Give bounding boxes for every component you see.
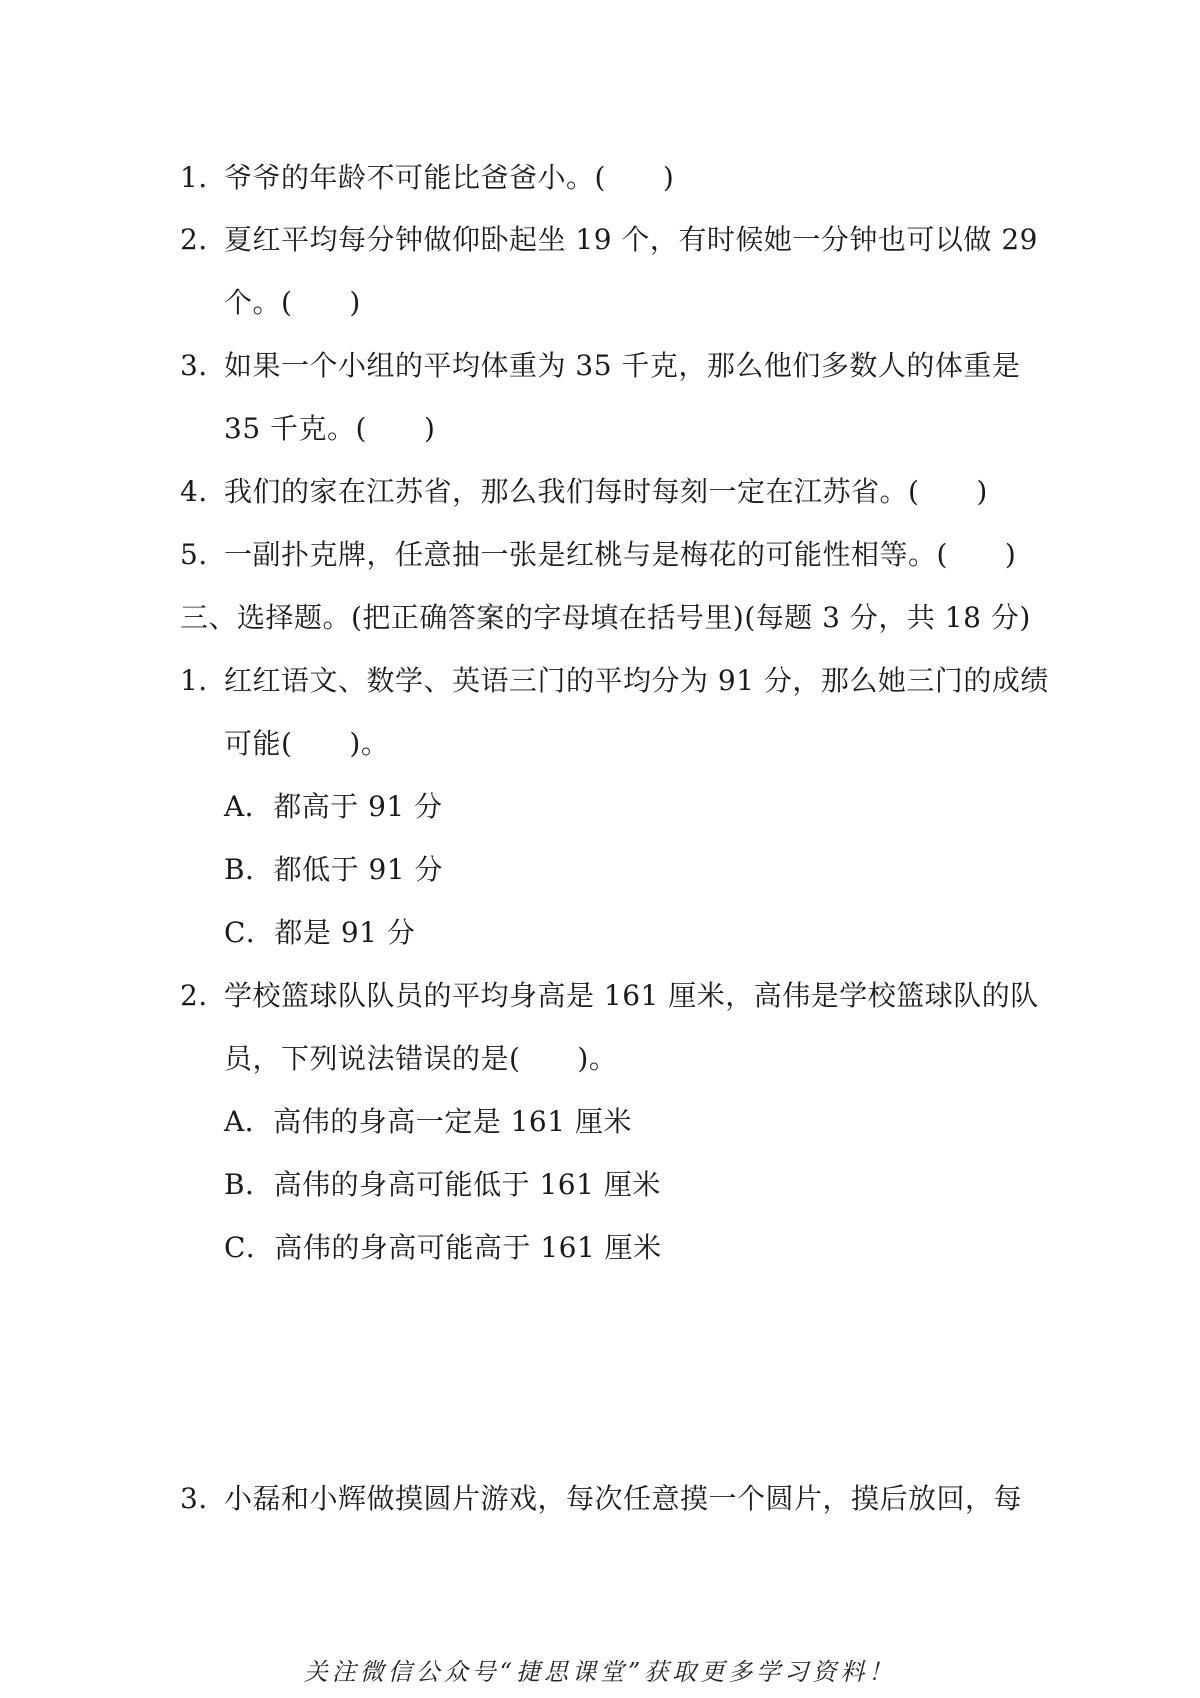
tf-item-4: [180, 472, 988, 512]
tf-item-2: [180, 220, 1038, 260]
mc-item-2: [180, 976, 1039, 1016]
option-b: B．都低于 91 分: [224, 853, 444, 886]
item-number: 2．: [180, 979, 227, 1012]
item-text: 一副扑克牌，任意抽一张是红桃与是梅花的可能性相等。( ): [224, 538, 1017, 571]
tf-item-5: [180, 535, 1016, 575]
item-text: 个。( ): [224, 286, 361, 319]
item-text: 爷爷的年龄不可能比爸爸小。( ): [224, 161, 675, 194]
option-a: A．高伟的身高一定是 161 厘米: [224, 1105, 632, 1138]
option-c: C．高伟的身高可能高于 161 厘米: [224, 1231, 662, 1264]
item-number: 3．: [180, 349, 227, 382]
tf-item-1: [180, 158, 674, 198]
tf-item-3-continued: [224, 409, 435, 449]
item-text: 可能( )。: [224, 727, 390, 760]
mc-item-1-continued: [224, 724, 389, 764]
item-number: 2．: [180, 223, 227, 256]
item-number: 5．: [180, 538, 227, 571]
item-text: 员，下列说法错误的是( )。: [224, 1042, 618, 1075]
option-b: B．高伟的身高可能低于 161 厘米: [224, 1168, 661, 1201]
item-text: 学校篮球队队员的平均身高是 161 厘米，高伟是学校篮球队的队: [224, 979, 1039, 1012]
footer-note: 关注微信公众号“捷思课堂”获取更多学习资料！: [303, 1658, 897, 1686]
mc-item-2-continued: [224, 1039, 617, 1079]
item-text: 如果一个小组的平均体重为 35 千克，那么他们多数人的体重是: [224, 349, 1021, 382]
mc-item-1: [180, 661, 1049, 701]
item-number: 1．: [180, 664, 227, 697]
tf-item-2-continued: [224, 283, 361, 323]
section-heading: 三、选择题。(把正确答案的字母填在括号里)(每题 3 分，共 18 分): [180, 601, 1031, 634]
mc-item-3: [180, 1479, 1022, 1519]
item-number: 1．: [180, 161, 227, 194]
item-text: 小磊和小辉做摸圆片游戏，每次任意摸一个圆片，摸后放回，每: [224, 1482, 1023, 1515]
item-text: 红红语文、数学、英语三门的平均分为 91 分，那么她三门的成绩: [224, 664, 1049, 697]
item-number: 3．: [180, 1482, 227, 1515]
option-c: C．都是 91 分: [224, 916, 416, 949]
item-text: 夏红平均每分钟做仰卧起坐 19 个，有时候她一分钟也可以做 29: [224, 223, 1038, 256]
item-number: 4．: [180, 475, 227, 508]
option-a: A．都高于 91 分: [224, 790, 443, 823]
item-text: 35 千克。( ): [224, 412, 436, 445]
tf-item-3: [180, 346, 1020, 386]
item-text: 我们的家在江苏省，那么我们每时每刻一定在江苏省。( ): [224, 475, 988, 508]
